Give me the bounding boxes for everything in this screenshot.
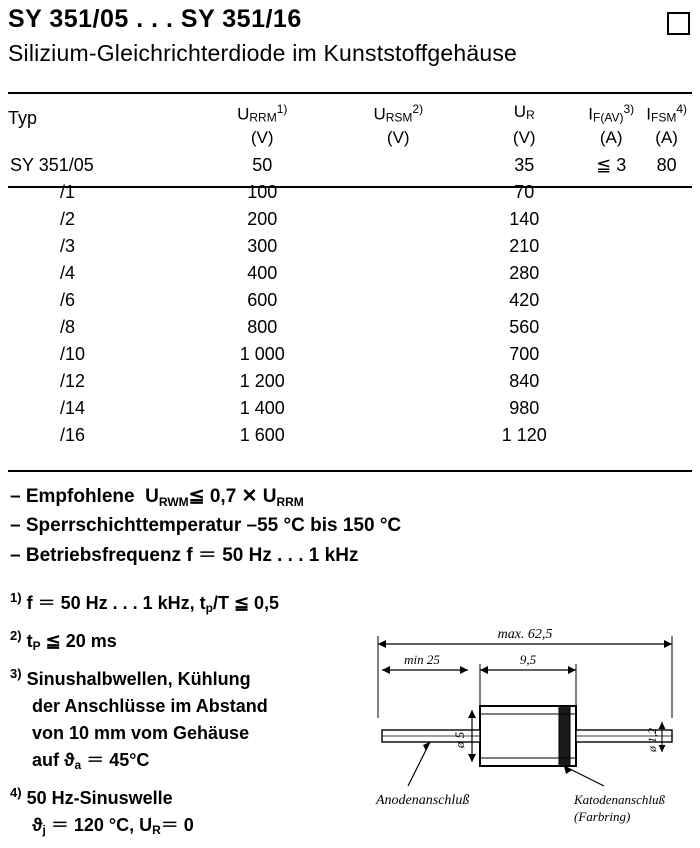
cell-typ: /6: [60, 290, 76, 310]
header-row: [8, 6, 692, 35]
footnote-3: [10, 664, 380, 774]
cell-ur: 420: [509, 290, 540, 310]
footnote-3-line-3: von 10 mm vom Gehäuse: [32, 723, 250, 743]
package-drawing-svg: [368, 618, 692, 830]
column-header-ursm-sup: 2): [412, 102, 424, 116]
cell-urrm: 800: [247, 317, 278, 337]
column-header-ifsm-sup: 4): [676, 102, 687, 116]
table-body: [8, 152, 692, 449]
footnote-4-line-2-c: ＝ 0: [160, 815, 194, 835]
column-unit-ur: (V): [512, 128, 536, 147]
label-anode: Anodenanschluß: [376, 793, 470, 808]
dimension-body-label: 9,5: [519, 652, 537, 667]
table-header: [8, 100, 692, 152]
column-header-ifsm: [641, 100, 692, 126]
package-outline-drawing: [368, 618, 692, 830]
cell-ursm: [329, 233, 467, 260]
footnote-3-line-4-a: auf: [32, 750, 59, 770]
column-header-ifav: [581, 100, 641, 126]
cell-typ: /2: [60, 209, 76, 229]
cell-ursm: [329, 206, 467, 233]
note-recommended-expr: ≦ 0,7 ✕ U: [188, 486, 277, 507]
note-recommended-sub2: RRM: [276, 494, 304, 509]
cell-ursm: [329, 422, 467, 449]
footnote-4-ur-sub: R: [152, 823, 161, 837]
footnote-3-theta-sub: a: [74, 758, 82, 772]
footnote-4: [10, 783, 380, 839]
cell-urrm: 50: [252, 155, 273, 175]
cell-ursm: [329, 368, 467, 395]
footnote-1-marker: 1): [10, 590, 22, 605]
footnote-2: [10, 626, 380, 655]
note-recommended: [10, 482, 510, 511]
footnote-3-theta: ϑ: [64, 750, 75, 770]
table-row: [8, 152, 692, 179]
column-header-ursm: [329, 100, 467, 126]
footnote-2-text-a: t: [26, 631, 33, 651]
column-header-ursm-sub: RSM: [385, 110, 413, 125]
footnotes-list: [10, 588, 380, 848]
cell-urrm: 400: [247, 263, 278, 283]
column-header-ur-sub: R: [526, 108, 535, 122]
cell-ur: 980: [509, 398, 540, 418]
column-header-ur: [467, 100, 581, 126]
footnote-2-sub: P: [32, 639, 41, 653]
note-junction-temp: – Sperrschichttemperatur –55 °C bis 150 °C: [10, 515, 402, 537]
footnote-3-line-4-c: ＝ 45°C: [86, 750, 150, 770]
cell-ursm: [329, 341, 467, 368]
cell-urrm: 100: [247, 182, 278, 202]
cell-typ: /12: [60, 371, 86, 391]
cell-typ: /1: [60, 182, 76, 202]
footnote-4-theta: ϑ: [32, 815, 43, 835]
cell-ursm: [329, 395, 467, 422]
cell-ur: 560: [509, 317, 540, 337]
footnote-1-text-a: f ＝ 50 Hz . . . 1 kHz, t: [26, 593, 206, 613]
footnote-2-text-b: ≦ 20 ms: [45, 631, 117, 651]
label-cathode-line1: Katodenanschluß: [574, 792, 665, 807]
cell-ursm: [329, 152, 467, 179]
page-subtitle: Silizium-Gleichrichterdiode im Kunststoffgehäuse: [8, 40, 518, 66]
cell-urrm: 1 600: [239, 425, 285, 445]
footnote-3-line-4: [10, 747, 380, 774]
cell-typ: /10: [60, 344, 86, 364]
column-header-ur-symbol: U: [513, 102, 527, 121]
cell-urrm: 300: [247, 236, 278, 256]
column-unit-ursm: (V): [386, 128, 410, 147]
notes-list: [10, 482, 510, 570]
column-header-urrm-symbol: U: [237, 104, 250, 124]
cell-ur: 700: [509, 344, 540, 364]
cell-ursm: [329, 314, 467, 341]
column-unit-ifav: (A): [599, 128, 623, 147]
cell-ur: 140: [509, 209, 540, 229]
cell-ursm: [329, 179, 467, 206]
footnote-3-marker: 3): [10, 666, 22, 681]
column-header-typ: Typ: [8, 108, 38, 128]
footnote-2-marker: 2): [10, 628, 22, 643]
footnote-3-line-2: der Anschlüsse im Abstand: [32, 696, 268, 716]
column-header-urrm-sub: RRM: [249, 110, 277, 125]
cell-ifav-spanned: ≦ 3: [596, 155, 627, 175]
column-header-urrm-sup: 1): [276, 102, 288, 116]
footnote-4-line-2: [10, 812, 380, 839]
cell-typ: /4: [60, 263, 76, 283]
cell-ur: 280: [509, 263, 540, 283]
divider-top: [8, 92, 692, 94]
cell-typ: /3: [60, 236, 76, 256]
footnote-1: [10, 588, 380, 617]
divider-bottom: [8, 470, 692, 472]
column-header-ursm-symbol: U: [373, 104, 386, 124]
footnote-4-line-2-b: ＝ 120 °C, U: [50, 815, 153, 835]
cell-ur: 210: [509, 236, 540, 256]
footnote-4-line-1: 50 Hz-Sinuswelle: [26, 788, 173, 808]
column-unit-urrm: (V): [250, 128, 274, 147]
column-header-urrm: [195, 100, 329, 126]
note-frequency: – Betriebsfrequenz f ＝ 50 Hz . . . 1 kHz: [10, 544, 359, 566]
column-header-ifav-sub: F(AV): [593, 110, 624, 125]
cell-urrm: 1 400: [239, 398, 285, 418]
cell-ursm: [329, 260, 467, 287]
column-header-ifav-symbol: I: [588, 104, 594, 124]
cell-urrm: 1 000: [239, 344, 285, 364]
note-recommended-sub1: RWM: [158, 494, 189, 509]
cell-ur: 70: [514, 182, 535, 202]
cell-urrm: 200: [247, 209, 278, 229]
cell-ur: 840: [509, 371, 540, 391]
dimension-min-label: min 25: [404, 652, 440, 667]
note-recommended-text: – Empfohlene: [10, 486, 135, 507]
cell-typ: /8: [60, 317, 76, 337]
cell-ur: 1 120: [501, 425, 547, 445]
square-outline-icon: [667, 12, 690, 35]
note-recommended-symbol: U: [145, 486, 159, 507]
footnote-1-sub: p: [205, 601, 213, 615]
footnote-1-text-b: /T ≦ 0,5: [212, 593, 280, 613]
label-cathode-line2: (Farbring): [574, 809, 631, 824]
dimension-diameter-lead-label: ø 1,2: [645, 728, 659, 752]
cell-urrm: 1 200: [239, 371, 285, 391]
footnote-4-theta-sub: j: [42, 823, 46, 837]
dimension-diameter-body-label: ø 5: [452, 731, 467, 749]
cell-ursm: [329, 287, 467, 314]
column-header-ifsm-symbol: I: [646, 104, 651, 124]
cell-typ: SY 351/05: [10, 155, 94, 175]
footnote-3-line-1: Sinushalbwellen, Kühlung: [26, 669, 251, 689]
cell-urrm: 600: [247, 290, 278, 310]
cell-typ: /14: [60, 398, 86, 418]
column-unit-ifsm: (A): [655, 128, 678, 147]
cell-ifsm-spanned: 80: [656, 155, 677, 175]
dimension-max-label: max. 62,5: [497, 627, 553, 642]
footnote-4-marker: 4): [10, 785, 22, 800]
column-header-ifav-sup: 3): [623, 102, 635, 116]
specifications-table: [8, 100, 692, 449]
cell-typ: /16: [60, 425, 86, 445]
column-header-ifsm-sub: FSM: [650, 110, 677, 125]
page-title: SY 351/05 . . . SY 351/16: [8, 5, 302, 33]
cell-ur: 35: [514, 155, 535, 175]
